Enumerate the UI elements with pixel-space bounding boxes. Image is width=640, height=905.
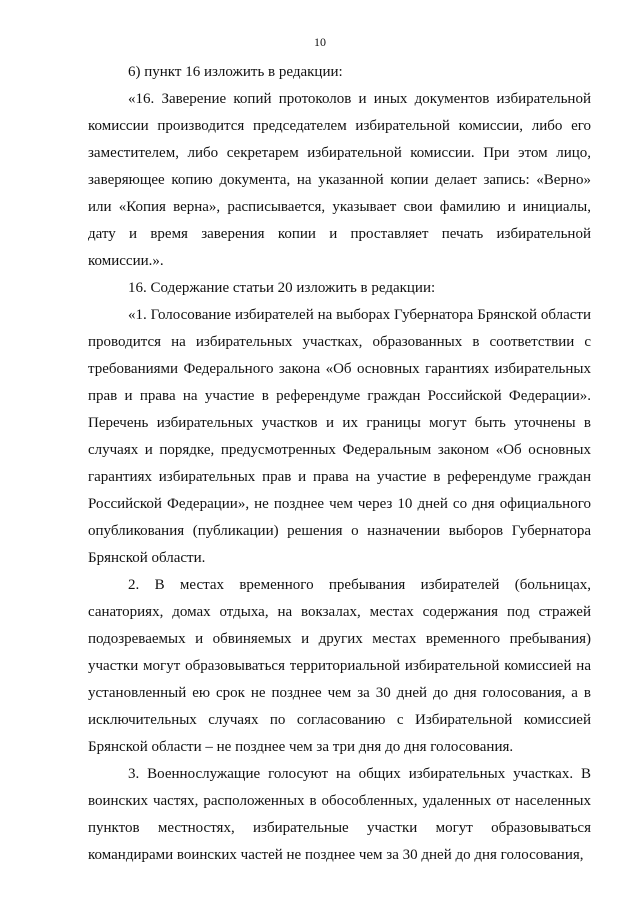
paragraph-article-20-part-3: 3. Военнослужащие голосуют на общих избирательных участках. В воинских частях, расположенных в обособленных, удаленных от населенных пунктов местностях, избирательные участки могут образовываться командирами воинских частей не позднее чем за 30 дней до дня голосования, <box>88 766 591 863</box>
paragraph-article-20-heading: 16. Содержание статьи 20 изложить в редакции: <box>128 280 436 296</box>
paragraph-item-6-heading: 6) пункт 16 изложить в редакции: <box>128 64 343 80</box>
paragraph-article-20-part-2: 2. В местах временного пребывания избирателей (больницах, санаториях, домах отдыха, на вокзалах, местах содержания под стражей подозреваемых и обвиняемых и других местах временного пребывания) участки могут образовываться территориальной избирательной комиссией на установленный ею срок не позднее чем за 30 дней до дня голосования, а в исключительных случаях по согласованию с Избирательной комиссией Брянской области – не позднее чем за три дня до дня голосования. <box>88 577 591 755</box>
paragraph-item-16-text: «16. Заверение копий протоколов и иных документов избирательной комиссии производится председателем избирательной комиссии, либо его заместителем, либо секретарем избирательной комиссии. При этом лицо, заверяющее копию документа, на указанной копии делает запись: «Верно» или «Копия верна», расписывается, указывает свои фамилию и инициалы, дату и время заверения копии и проставляет печать избирательной комиссии.». <box>88 91 591 269</box>
page-number: 10 <box>314 35 326 49</box>
paragraph-article-20-part-1: «1. Голосование избирателей на выборах Губернатора Брянской области проводится на избирательных участках, образованных в соответствии с требованиями Федерального закона «Об основных гарантиях избирательных прав и права на участие в референдуме граждан Российской Федерации». Перечень избирательных участков и их границы могут быть уточнены в случаях и порядке, предусмотренных Федеральным законом «Об основных гарантиях избирательных прав и права на участие в референдуме граждан Российской Федерации», не позднее чем через 10 дней со дня официального опубликования (публикации) решения о назначении выборов Губернатора Брянской области. <box>88 307 591 566</box>
document-body <box>88 59 591 869</box>
